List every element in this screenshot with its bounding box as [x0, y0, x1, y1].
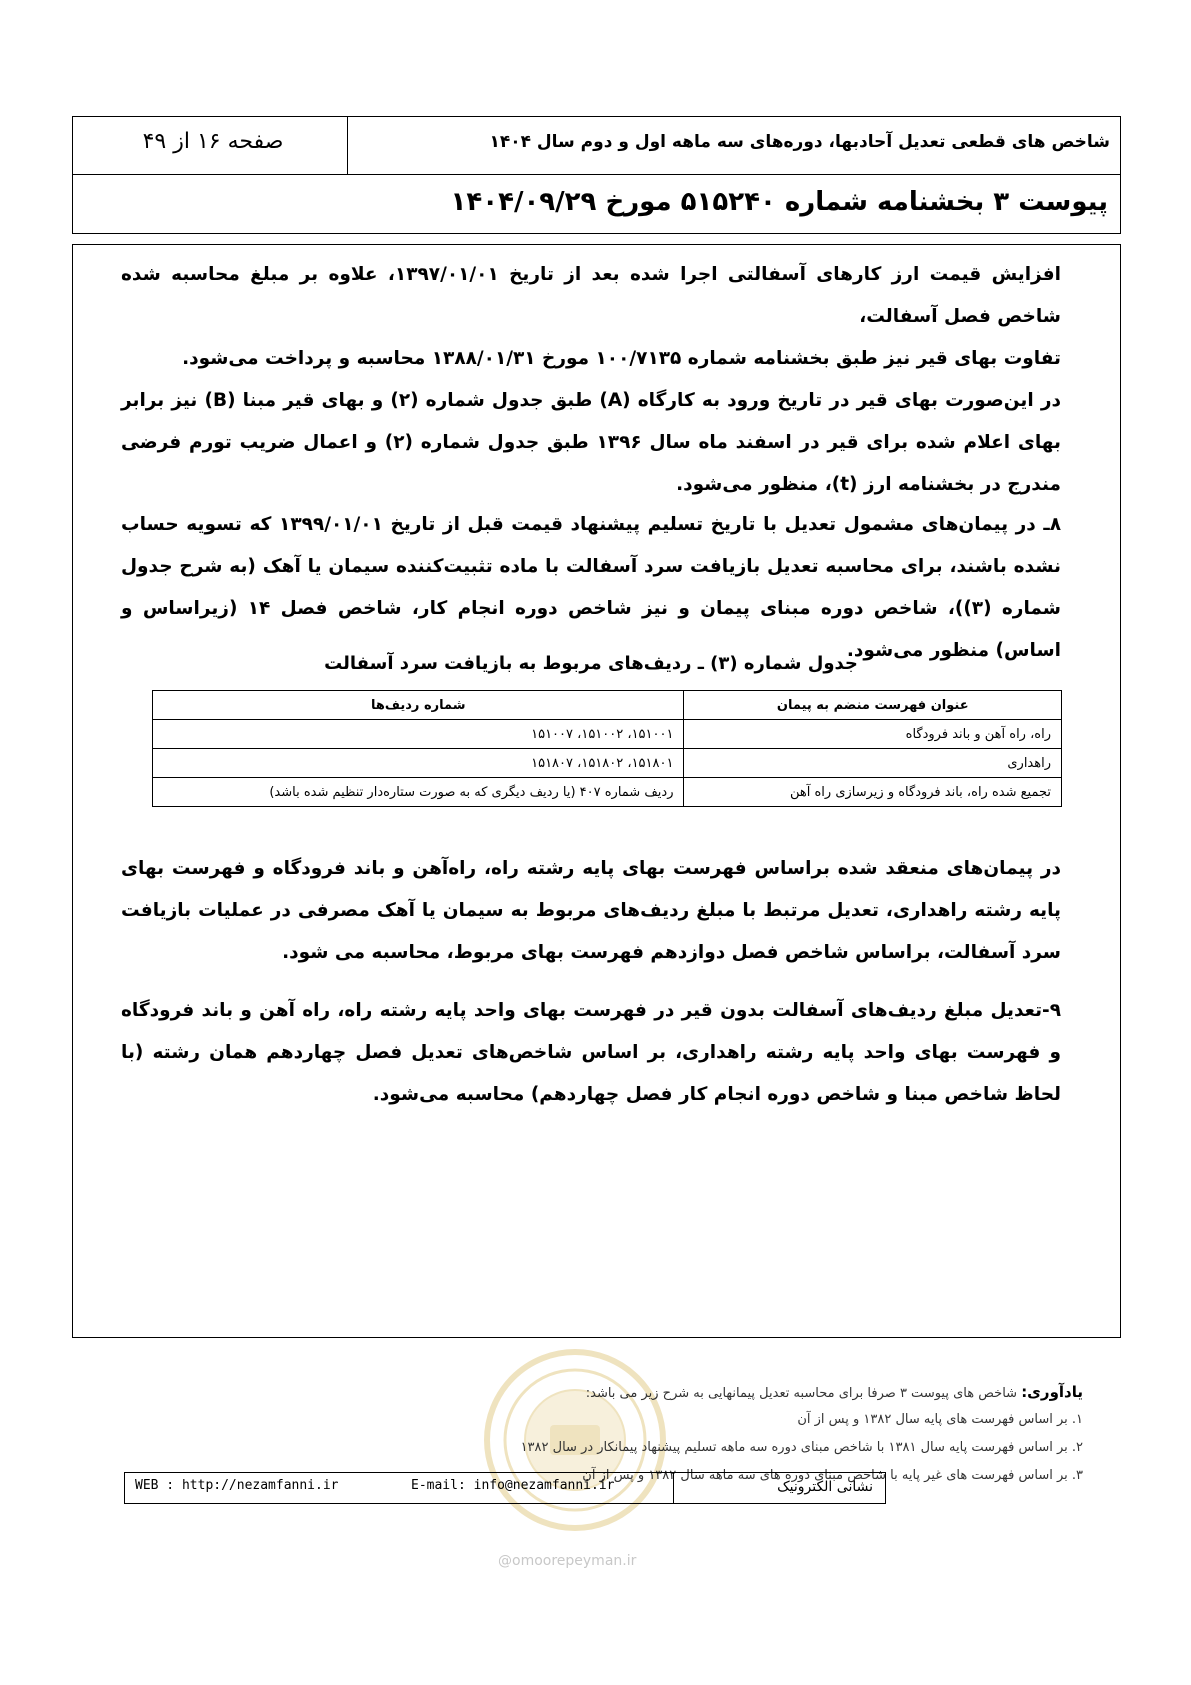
contact-divider: [673, 1473, 674, 1503]
asphalt-recycling-table: [152, 690, 1062, 807]
table-row: [153, 749, 1062, 778]
paragraph-after-table: [121, 848, 1061, 974]
reminder-item: ۱. بر اساس فهرست های پایه سال ۱۳۸۲ و پس از آن: [797, 1412, 1083, 1427]
reminder-lead: یادآوری:: [1021, 1383, 1083, 1401]
paragraph-currency-asphalt: [121, 254, 1061, 506]
contact-label: نشانی الکترونیک: [777, 1479, 873, 1495]
table-cell: ۱۵۱۸۰۱، ۱۵۱۸۰۲، ۱۵۱۸۰۷: [153, 749, 684, 778]
reminder-item: ۲. بر اساس فهرست پایه سال ۱۳۸۱ با شاخص مبنای دوره سه ماهه تسلیم پیشنهاد پیمانکار در سال ۱۳۸۲: [520, 1440, 1083, 1455]
reminder-item: ۳. بر اساس فهرست های غیر پایه با شاخص مبنای دوره های سه ماهه سال ۱۳۸۲ و پس از آن: [582, 1468, 1083, 1483]
table-row: [153, 778, 1062, 807]
email-link[interactable]: E-mail: info@nezamfanni.ir: [411, 1478, 615, 1493]
page-number: صفحه ۱۶ از ۴۹: [142, 129, 284, 154]
paragraph-8: [121, 504, 1061, 672]
table-cell: تجمیع شده راه، باند فرودگاه و زیرسازی راه آهن: [684, 778, 1062, 807]
table-cell: ۱۵۱۰۰۱، ۱۵۱۰۰۲، ۱۵۱۰۰۷: [153, 720, 684, 749]
reminder-intro-line: [300, 1378, 1083, 1406]
table-cell: راه، راه آهن و باند فرودگاه: [684, 720, 1062, 749]
contact-box: [124, 1472, 886, 1504]
paragraph-9: [121, 990, 1061, 1116]
paragraph-text: در پیمان‌های منعقد شده براساس فهرست بهای پایه رشته راه، راه‌آهن و باند فرودگاه و فهرست بهای پایه رشته راهداری، تعدیل مرتبط با مبلغ ردیف‌های مربوط به سیمان یا آهک مصرفی در عملیات بازیافت سرد آسفالت، براساس شاخص فصل دوازدهم فهرست بهای مربوط، محاسبه می شود.: [121, 858, 1061, 963]
table-header-row: [153, 691, 1062, 720]
paragraph-line: تفاوت بهای قیر نیز طبق بخشنامه شماره ۱۰۰/۷۱۳۵ مورخ ۱۳۸۸/۰۱/۳۱ محاسبه و پرداخت می‌شود.: [182, 348, 1061, 369]
paragraph-line: افزایش قیمت ارز کارهای آسفالتی اجرا شده بعد از تاریخ ۱۳۹۷/۰۱/۰۱، علاوه بر مبلغ محاسبه شده شاخص فصل آسفالت،: [121, 264, 1061, 327]
paragraph-line: در این‌صورت بهای قیر در تاریخ ورود به کارگاه (A) طبق جدول شماره (۲) و بهای قیر مبنا (B) نیز برابر بهای اعلام شده برای قیر در اسفند ماه سال ۱۳۹۶ طبق جدول شماره (۲) و اعمال ضریب تورم فرضی مندرج در بخشنامه ارز (t)، منظور می‌شود.: [121, 390, 1061, 495]
header-title: پیوست ۳ بخشنامه شماره ۵۱۵۲۴۰ مورخ ۱۴۰۴/۰۹/۲۹: [450, 187, 1108, 217]
header-divider: [347, 117, 348, 175]
header-top-row: [73, 117, 1120, 175]
website-link[interactable]: WEB : http://nezamfanni.ir: [135, 1478, 339, 1493]
header-subtitle: شاخص های قطعی تعدیل آحادبها، دوره‌های سه ماهه اول و دوم سال ۱۴۰۴: [489, 132, 1110, 152]
table-header-cell: عنوان فهرست منضم به پیمان: [684, 691, 1062, 720]
table-row: [153, 720, 1062, 749]
table-cell: راهداری: [684, 749, 1062, 778]
table-header-cell: شماره ردیف‌ها: [153, 691, 684, 720]
paragraph-text: ۸ـ در پیمان‌های مشمول تعدیل با تاریخ تسلیم پیشنهاد قیمت قبل از تاریخ ۱۳۹۹/۰۱/۰۱ که تسویه حساب نشده باشند، برای محاسبه تعدیل بازیافت سرد آسفالت با ماده تثبیت‌کننده سیمان یا آهک (به شرح جدول شماره (۳))، شاخص دوره مبنای پیمان و نیز شاخص دوره انجام کار، شاخص فصل ۱۴ (زیراساس و اساس) منظور می‌شود.: [121, 514, 1062, 661]
table-caption: جدول شماره (۳) ـ ردیف‌های مربوط به بازیافت سرد آسفالت: [324, 653, 858, 674]
table-cell: ردیف شماره ۴۰۷ (یا ردیف دیگری که به صورت ستاره‌دار تنظیم شده باشد): [153, 778, 684, 807]
paragraph-text: ۹-تعدیل مبلغ ردیف‌های آسفالت بدون قیر در فهرست بهای واحد پایه رشته راه، راه آهن و باند فرودگاه و فهرست بهای واحد پایه رشته راهداری، بر اساس شاخص‌های تعدیل فصل چهاردهم همان رشته (با لحاظ شاخص مبنا و شاخص دوره انجام کار فصل چهاردهم) محاسبه می‌شود.: [121, 1000, 1061, 1105]
watermark-handle: @omoorepeyman.ir: [498, 1553, 637, 1569]
reminder-intro: شاخص های پیوست ۳ صرفا برای محاسبه تعدیل پیمانهایی به شرح زیر می باشد:: [585, 1386, 1018, 1401]
document-header: [72, 116, 1121, 234]
